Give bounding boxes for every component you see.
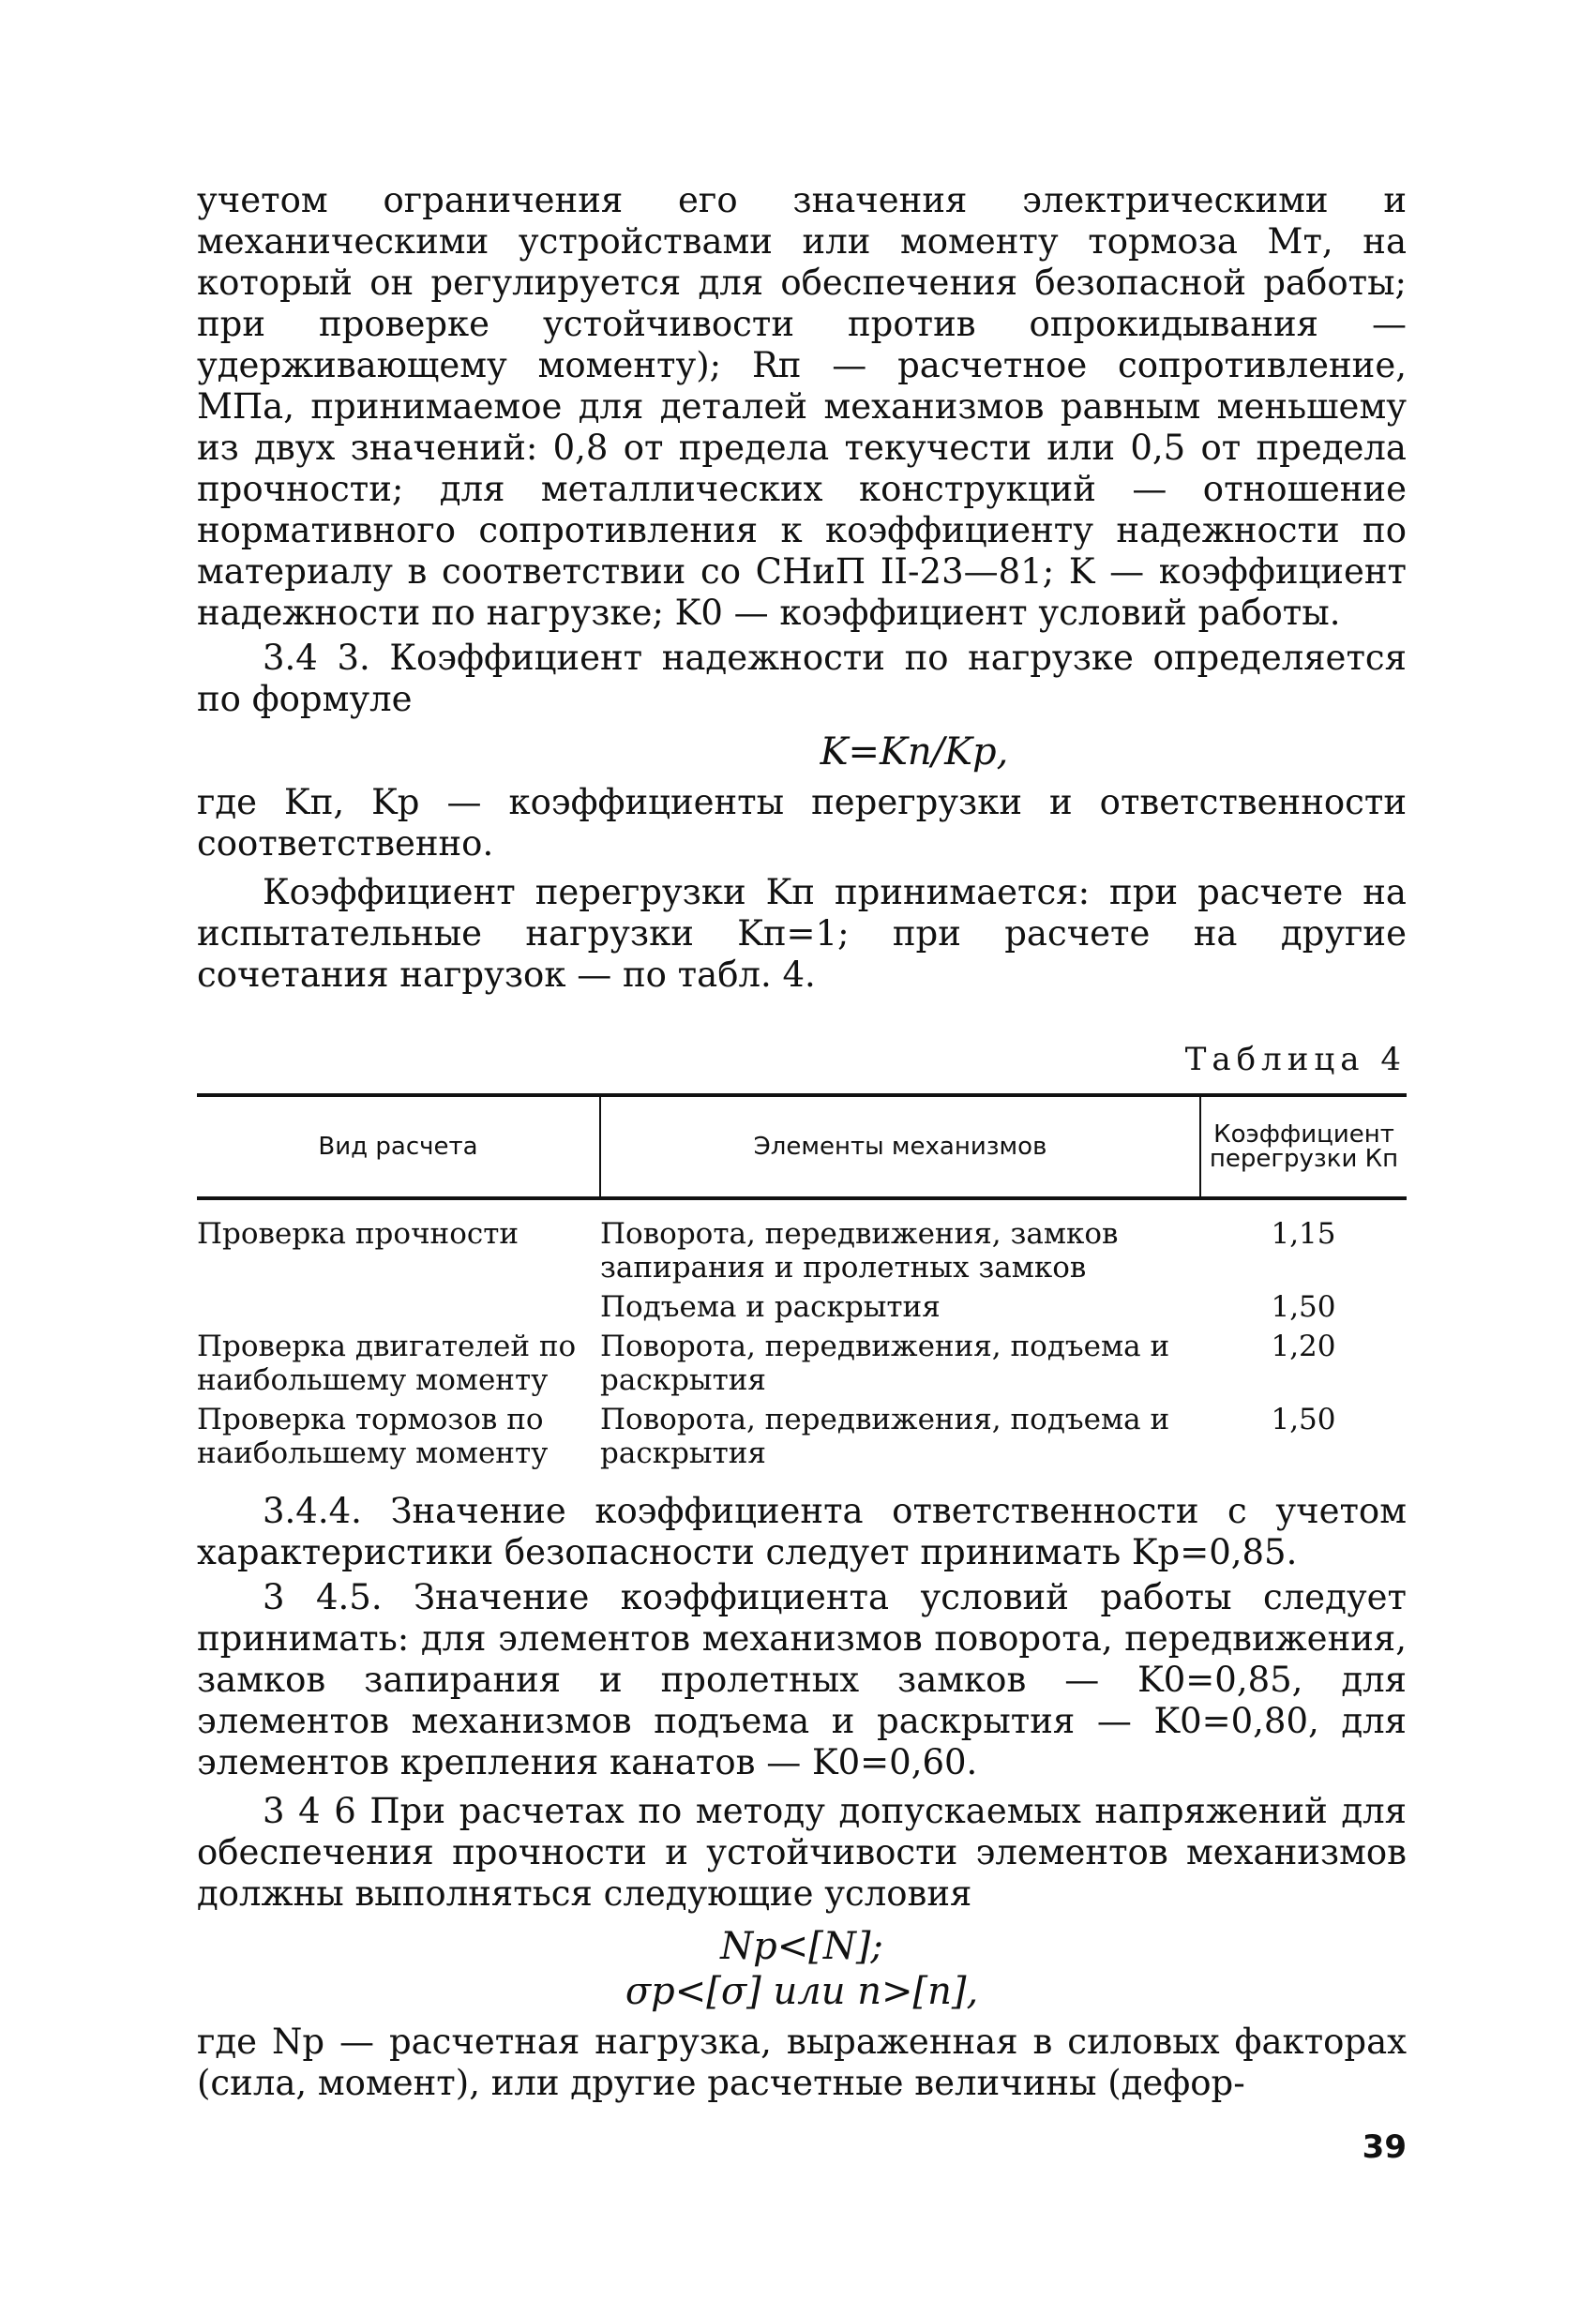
cell-coefficient: 1,15 <box>1271 1217 1336 1251</box>
cell-coefficient: 1,50 <box>1271 1403 1336 1436</box>
cell-calc-type <box>197 1285 600 1324</box>
header-elements: Элементы механизмов <box>600 1095 1200 1198</box>
cell-calc-type: Проверка тормозов по наибольшему моменту <box>197 1403 549 1470</box>
formula-k: K=Kп/Kр, <box>820 730 1009 774</box>
cell-elements: Поворота, передвижения, замков запирания и пролетных замков <box>600 1217 1119 1285</box>
footer <box>197 2128 1407 2175</box>
paragraph-where-k: где Kп, Kр — коэффициенты перегрузки и ответственности соответственно. <box>197 782 1407 864</box>
table-row <box>197 1198 1407 1285</box>
cell-coefficient: 1,50 <box>1271 1290 1336 1324</box>
table-row <box>197 1324 1407 1397</box>
table-row <box>197 1285 1407 1324</box>
cell-coefficient: 1,20 <box>1271 1330 1336 1363</box>
header-calc-type: Вид расчета <box>197 1095 600 1198</box>
cell-elements: Поворота, передвижения, подъема и раскрытия <box>600 1403 1170 1470</box>
page-number: 39 <box>1362 2128 1407 2166</box>
text-column <box>197 180 1407 996</box>
paragraph-kp: Коэффициент перегрузки Kп принимается: при расчете на испытательные нагрузки Kп=1; при расчете на другие сочетания нагрузок — по табл. 4. <box>197 872 1407 995</box>
cell-elements: Поворота, передвижения, подъема и раскрытия <box>600 1330 1170 1397</box>
text-column-2 <box>197 1491 1407 2104</box>
formula-n: Nр<[N]; <box>720 1925 883 1968</box>
cell-calc-type: Проверка прочности <box>197 1217 519 1251</box>
header-coefficient: Коэффициент перегрузки Кп <box>1200 1095 1407 1198</box>
formula-sigma: σр<[σ] или n>[n], <box>625 1970 979 2013</box>
paragraph-3-4-6: 3 4 6 При расчетах по методу допускаемых напряжений для обеспечения прочности и устойчивости элементов механизмов должны выполняться следующие условия <box>197 1791 1407 1914</box>
cell-calc-type: Проверка двигателей по наибольшему моменту <box>197 1330 577 1397</box>
paragraph-3-4-3: 3.4 3. Коэффициент надежности по нагрузке определяется по формуле <box>197 638 1407 719</box>
table-row <box>197 1397 1407 1470</box>
paragraph-3-4-5: 3 4.5. Значение коэффициента условий работы следует принимать: для элементов механизмов поворота, передвижения, замков запирания и пролетных замков — K0=0,85, для элементов механизмов подъема и раскрытия — K0=0,80, для элементов крепления канатов — K0=0,60. <box>197 1577 1407 1782</box>
table-4 <box>197 1093 1407 1470</box>
paragraph-where-n: где Nр — расчетная нагрузка, выраженная в силовых факторах (сила, момент), или другие расчетные величины (дефор- <box>197 2022 1407 2103</box>
paragraph-3-4-4: 3.4.4. Значение коэффициента ответственности с учетом характеристики безопасности следует принимать Kр=0,85. <box>197 1491 1407 1572</box>
cell-elements: Подъема и раскрытия <box>600 1290 941 1324</box>
paragraph-continuation: учетом ограничения его значения электрическими и механическими устройствами или моменту тормоза Mт, на который он регулируется для обеспечения безопасной работы; при проверке устойчивости против опрокидывания — удерживающему моменту); Rп — расчетное сопротивление, МПа, принимаемое для деталей механизмов равным меньшему из двух значений: 0,8 от предела текучести или 0,5 от предела прочности; для металлических конструкций — отношение нормативного сопротивления к коэффициенту надежности по материалу в соответствии со СНиП II-23—81; K — коэффициент надежности по нагрузке; K0 — коэффициент условий работы. <box>197 180 1407 633</box>
table-caption: Таблица 4 <box>1184 1041 1407 1078</box>
